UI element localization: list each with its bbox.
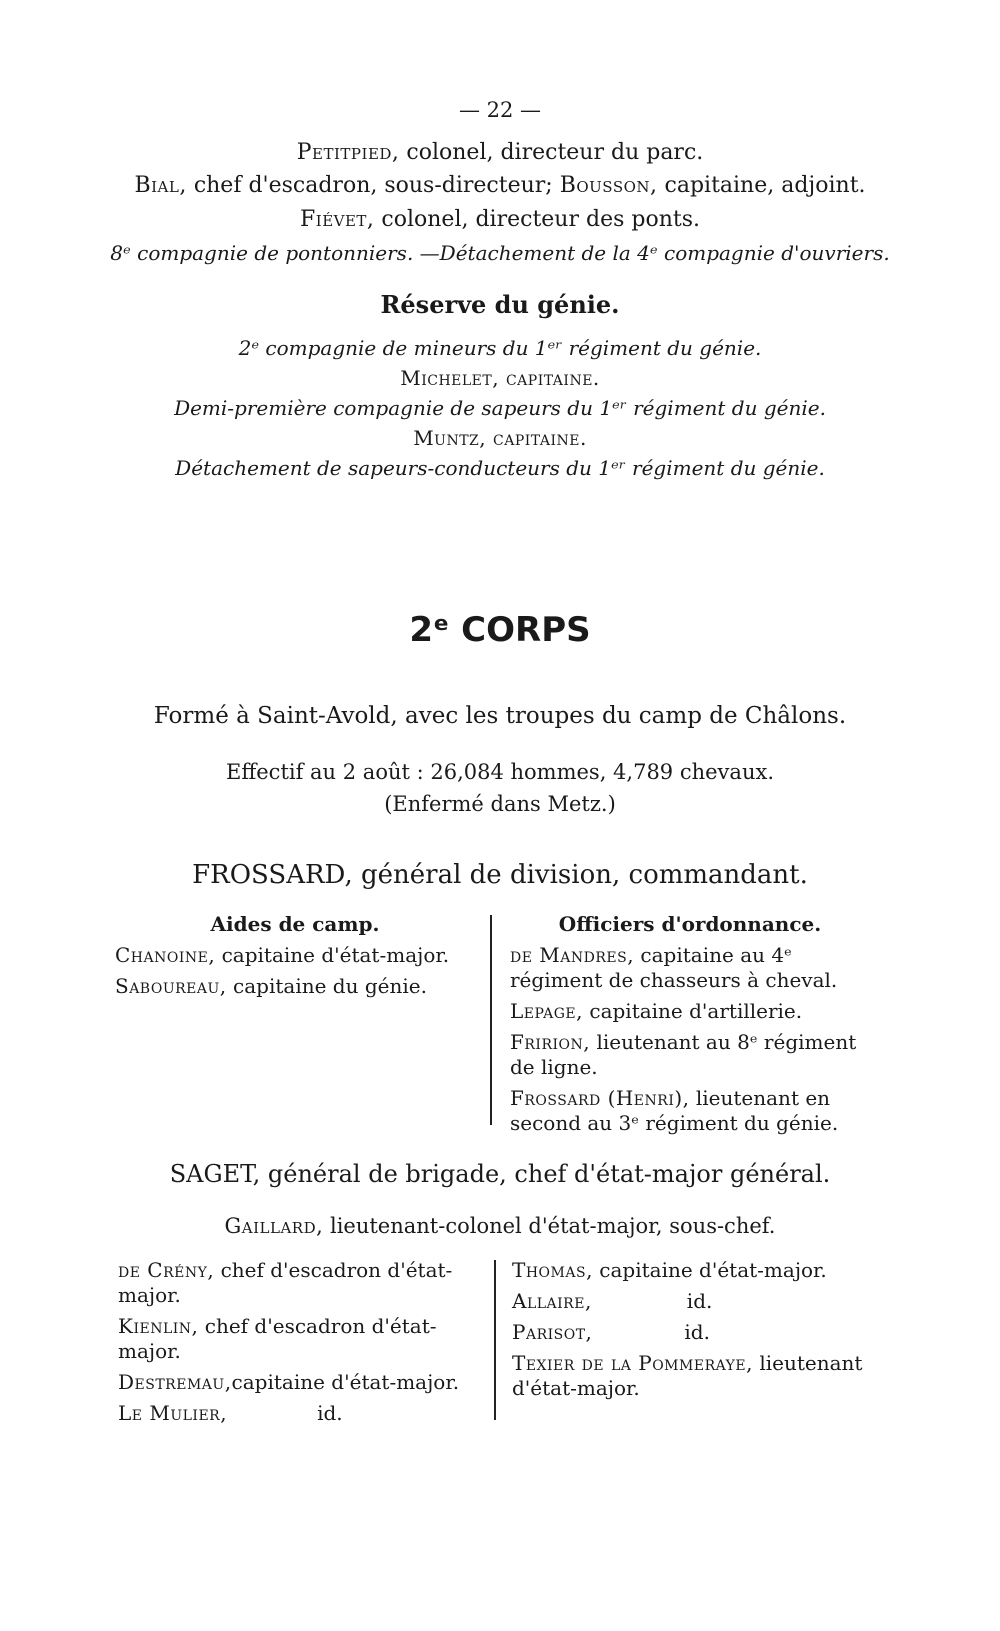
officer-role: colonel, directeur des ponts. xyxy=(374,207,700,232)
aide-entry xyxy=(115,974,475,999)
officer-role: lieutenant-colonel d'état-major, sous-chef. xyxy=(323,1214,776,1238)
reserve-line-3: Demi-première compagnie de sapeurs du 1ᵉʳ régiment du génie. xyxy=(174,396,826,420)
officer-role: chef d'escadron d'état-major. xyxy=(118,1314,437,1363)
officier-entry xyxy=(510,943,870,993)
officer-name: Frossard (Henri), xyxy=(510,1086,690,1110)
officier-entry xyxy=(510,1086,870,1136)
officer-name: Gaillard, xyxy=(224,1214,324,1238)
officer-name: Petitpied, xyxy=(296,140,400,165)
officiers-heading: Officiers d'ordonnance. xyxy=(558,912,822,936)
officer-name: Le Mulier, xyxy=(118,1401,228,1425)
officer-role: id. xyxy=(686,1289,713,1313)
aide-entry xyxy=(115,943,475,968)
officer-role: id. xyxy=(684,1320,710,1344)
officiers-column xyxy=(510,912,870,1142)
officer-role: colonel, directeur du parc. xyxy=(399,140,704,165)
officer-name: Bousson, xyxy=(559,173,658,198)
staff-left-column xyxy=(118,1258,480,1432)
corps-formed: Formé à Saint-Avold, avec les troupes du camp de Châlons. xyxy=(153,703,847,729)
line-petitpied xyxy=(0,140,1000,165)
officer-name: Bial, xyxy=(134,173,187,198)
officer-name: Fririon, xyxy=(510,1030,591,1054)
reserve-line-5: Détachement de sapeurs-conducteurs du 1ᵉʳ régiment du génie. xyxy=(175,456,825,480)
officer-name: Chanoine, xyxy=(115,943,216,967)
officer-name: Fiévet, xyxy=(300,207,375,232)
line-pontonniers: 8ᵉ compagnie de pontonniers. —Détachement de la 4ᵉ compagnie d'ouvriers. xyxy=(110,241,890,265)
line-fievet xyxy=(0,207,1000,232)
line-bial xyxy=(0,173,1000,198)
officer-role: chef d'escadron d'état-major. xyxy=(118,1258,453,1307)
officer-name: Parisot, xyxy=(512,1320,593,1344)
aides-heading: Aides de camp. xyxy=(210,912,380,936)
aides-column xyxy=(115,912,475,1005)
reserve-line-2: Michelet, capitaine. xyxy=(400,366,600,390)
officer-role: capitaine d'artillerie. xyxy=(583,999,803,1023)
staff-right-column xyxy=(512,1258,874,1407)
staff-entry xyxy=(512,1258,874,1283)
officer-role: capitaine d'état-major. xyxy=(592,1258,827,1282)
staff-chief: SAGET, général de brigade, chef d'état-major général. xyxy=(169,1160,831,1188)
officer-role: lieutenant au 8ᵉ régiment de ligne. xyxy=(510,1030,857,1079)
officer-role: capitaine du génie. xyxy=(226,974,427,998)
officer-role: id. xyxy=(317,1401,343,1425)
staff-entry xyxy=(118,1401,480,1426)
staff-entry xyxy=(118,1370,480,1395)
corps-commander: FROSSARD, général de division, commandant. xyxy=(192,860,808,890)
reserve-line-1: 2ᵉ compagnie de mineurs du 1ᵉʳ régiment du génie. xyxy=(238,336,762,360)
staff-entry xyxy=(512,1320,874,1345)
corps-effectif: Effectif au 2 août : 26,084 hommes, 4,789 chevaux. xyxy=(226,760,774,784)
officer-role: lieutenant en second au 3ᵉ régiment du génie. xyxy=(510,1086,839,1135)
reserve-line-4: Muntz, capitaine. xyxy=(413,426,587,450)
officer-name: de Crény, xyxy=(118,1258,215,1282)
reserve-heading: Réserve du génie. xyxy=(380,290,620,319)
corps-title: 2ᵉ CORPS xyxy=(409,610,591,650)
officer-name: Kienlin, xyxy=(118,1314,199,1338)
page-number: — 22 — xyxy=(458,98,542,122)
column-divider xyxy=(494,1260,496,1420)
staff-entry xyxy=(512,1289,874,1314)
officer-role: lieutenant d'état-major. xyxy=(512,1351,863,1400)
column-divider xyxy=(490,915,492,1125)
officier-entry xyxy=(510,1030,870,1080)
staff-sous-chef xyxy=(0,1214,1000,1238)
officer-name: Lepage, xyxy=(510,999,584,1023)
officier-entry xyxy=(510,999,870,1024)
officer-name: Saboureau, xyxy=(115,974,227,998)
officer-name: Destremau, xyxy=(118,1370,232,1394)
officer-role: capitaine d'état-major. xyxy=(215,943,450,967)
staff-entry xyxy=(118,1314,480,1364)
staff-entry xyxy=(512,1351,874,1401)
staff-entry xyxy=(118,1258,480,1308)
officer-name: Allaire, xyxy=(512,1289,592,1313)
officer-role: capitaine au 4ᵉ régiment de chasseurs à cheval. xyxy=(510,943,838,992)
officer-name: de Mandres, xyxy=(510,943,635,967)
officer-role: chef d'escadron, sous-directeur; xyxy=(186,173,560,198)
officer-role: capitaine, adjoint. xyxy=(657,173,866,198)
officer-role: capitaine d'état-major. xyxy=(231,1370,460,1394)
officer-name: Texier de la Pommeraye, xyxy=(512,1351,753,1375)
officer-name: Thomas, xyxy=(512,1258,593,1282)
corps-enferme: (Enfermé dans Metz.) xyxy=(384,792,616,816)
